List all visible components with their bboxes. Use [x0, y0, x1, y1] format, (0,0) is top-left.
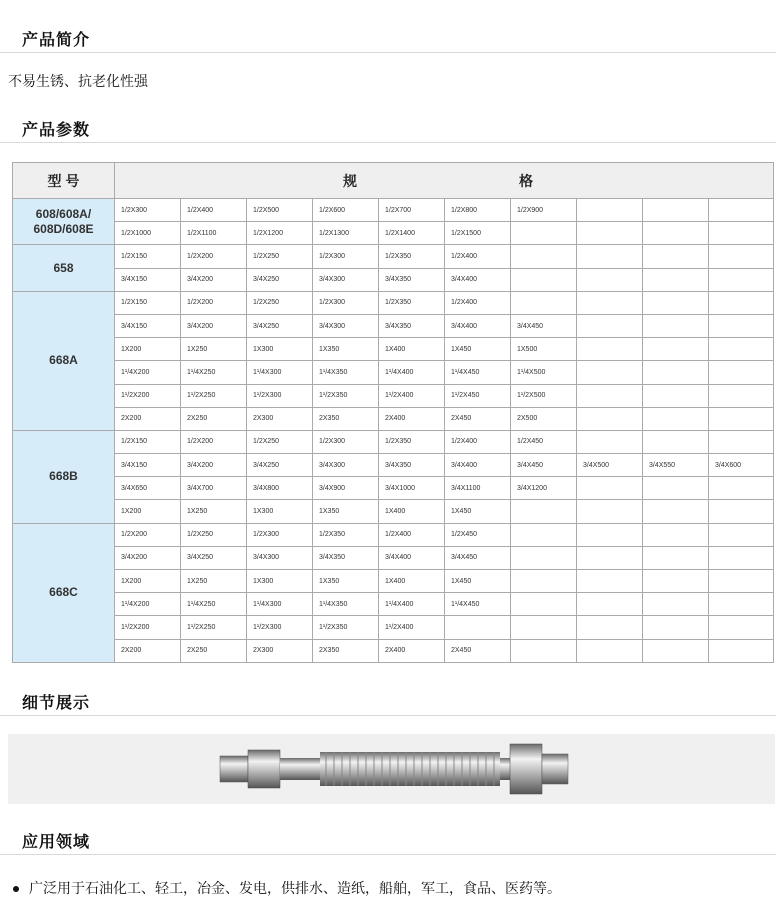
spec-cell	[643, 477, 709, 500]
table-row	[13, 222, 774, 245]
spec-cell	[577, 245, 643, 268]
spec-cell: 1/2X1500	[445, 222, 511, 245]
spec-cell: 3/4X800	[247, 477, 313, 500]
spec-cell: 3/4X200	[181, 454, 247, 477]
section-divider	[0, 715, 776, 716]
spec-cell: 1X300	[247, 338, 313, 361]
spec-cell: 3/4X300	[313, 314, 379, 337]
spec-cell	[445, 616, 511, 639]
spec-cell: 1/2X1400	[379, 222, 445, 245]
spec-cell: 3/4X900	[313, 477, 379, 500]
spec-cell: 1X250	[181, 338, 247, 361]
spec-cell: 3/4X400	[445, 314, 511, 337]
spec-cell	[511, 570, 577, 593]
spec-cell	[643, 500, 709, 523]
spec-table	[12, 162, 774, 663]
spec-cell	[643, 291, 709, 314]
spec-cell: 1¹/4X450	[445, 593, 511, 616]
spec-cell: 1¹/2X350	[313, 384, 379, 407]
spec-cell	[577, 291, 643, 314]
spec-cell: 1X400	[379, 338, 445, 361]
header-spec-char-1: 规	[343, 172, 357, 189]
table-row	[13, 570, 774, 593]
spec-cell: 3/4X550	[643, 454, 709, 477]
spec-cell	[709, 430, 774, 453]
spec-cell: 1/2X250	[247, 430, 313, 453]
spec-cell	[709, 407, 774, 430]
spec-cell: 1X350	[313, 500, 379, 523]
spec-cell: 1/2X1000	[115, 222, 181, 245]
spec-cell	[643, 199, 709, 222]
spec-cell: 1¹/2X200	[115, 384, 181, 407]
spec-cell	[577, 430, 643, 453]
spec-cell: 1X500	[511, 338, 577, 361]
spec-cell	[577, 570, 643, 593]
spec-cell	[643, 523, 709, 546]
spec-cell: 1¹/2X300	[247, 616, 313, 639]
spec-cell	[709, 593, 774, 616]
spec-cell	[709, 546, 774, 569]
spec-cell	[643, 430, 709, 453]
spec-cell: 1¹/4X400	[379, 361, 445, 384]
spec-cell: 1/2X600	[313, 199, 379, 222]
model-cell: 658	[13, 245, 115, 291]
spec-cell: 1/2X1300	[313, 222, 379, 245]
application-item	[13, 878, 561, 898]
section-divider	[0, 854, 776, 855]
spec-cell: 3/4X1100	[445, 477, 511, 500]
spec-cell: 3/4X400	[445, 454, 511, 477]
spec-cell: 2X350	[313, 407, 379, 430]
spec-cell: 2X500	[511, 407, 577, 430]
spec-cell: 1/2X200	[115, 523, 181, 546]
spec-cell: 1/2X400	[445, 430, 511, 453]
spec-cell	[511, 291, 577, 314]
spec-cell: 1X450	[445, 338, 511, 361]
spec-cell: 1¹/4X300	[247, 593, 313, 616]
spec-cell: 2X450	[445, 407, 511, 430]
product-photo	[8, 734, 775, 804]
spec-cell: 1/2X1100	[181, 222, 247, 245]
spec-cell: 3/4X250	[181, 546, 247, 569]
header-spec-char-2: 格	[519, 172, 533, 189]
spec-cell	[643, 245, 709, 268]
model-cell: 668C	[13, 523, 115, 662]
spec-cell	[511, 616, 577, 639]
spec-cell: 1/2X400	[445, 291, 511, 314]
spec-cell: 1/2X250	[181, 523, 247, 546]
table-row	[13, 616, 774, 639]
table-row	[13, 384, 774, 407]
spec-cell: 3/4X400	[445, 268, 511, 291]
spec-cell: 1/2X800	[445, 199, 511, 222]
spec-cell	[643, 338, 709, 361]
spec-cell: 1/2X350	[379, 245, 445, 268]
header-spec	[115, 163, 774, 199]
application-text: 广泛用于石油化工、轻工，冶金、发电，供排水、造纸，船舶，军工，食品、医药等。	[29, 881, 561, 897]
table-row	[13, 477, 774, 500]
spec-cell	[511, 546, 577, 569]
spec-cell	[577, 199, 643, 222]
spec-cell: 3/4X150	[115, 454, 181, 477]
spec-cell: 1X400	[379, 570, 445, 593]
spec-cell	[511, 222, 577, 245]
spec-cell: 1¹/4X250	[181, 593, 247, 616]
spec-cell	[511, 500, 577, 523]
table-row	[13, 245, 774, 268]
spec-cell: 3/4X400	[379, 546, 445, 569]
spec-cell: 3/4X250	[247, 454, 313, 477]
spec-cell: 3/4X250	[247, 268, 313, 291]
spec-cell: 3/4X300	[247, 546, 313, 569]
bullet-icon	[13, 886, 19, 892]
spec-cell	[709, 268, 774, 291]
table-row	[13, 291, 774, 314]
spec-cell: 3/4X600	[709, 454, 774, 477]
table-row	[13, 523, 774, 546]
spec-cell	[709, 199, 774, 222]
spec-cell: 3/4X150	[115, 268, 181, 291]
spec-cell: 1X250	[181, 570, 247, 593]
spec-cell	[709, 570, 774, 593]
spec-cell: 1/2X500	[247, 199, 313, 222]
spec-cell	[643, 268, 709, 291]
spec-cell: 1X250	[181, 500, 247, 523]
spec-cell: 1¹/2X400	[379, 616, 445, 639]
spec-cell: 2X250	[181, 407, 247, 430]
spec-cell: 1X350	[313, 570, 379, 593]
spec-cell	[511, 268, 577, 291]
spec-cell: 3/4X200	[115, 546, 181, 569]
table-row	[13, 430, 774, 453]
spec-cell	[709, 291, 774, 314]
spec-cell: 1/2X400	[379, 523, 445, 546]
spec-cell: 3/4X500	[577, 454, 643, 477]
spec-cell: 1/2X400	[181, 199, 247, 222]
spec-cell: 2X450	[445, 639, 511, 662]
spec-cell: 3/4X700	[181, 477, 247, 500]
spec-cell	[643, 361, 709, 384]
spec-cell	[577, 616, 643, 639]
spec-cell	[511, 593, 577, 616]
section-title-params: 产品参数	[22, 120, 91, 139]
table-row	[13, 454, 774, 477]
spec-cell	[643, 314, 709, 337]
spec-cell: 1¹/4X300	[247, 361, 313, 384]
section-title-detail: 细节展示	[22, 693, 91, 712]
spec-cell: 1/2X250	[247, 291, 313, 314]
spec-cell: 1X350	[313, 338, 379, 361]
spec-cell: 3/4X200	[181, 268, 247, 291]
spec-cell: 1X450	[445, 570, 511, 593]
table-row	[13, 639, 774, 662]
spec-cell	[643, 407, 709, 430]
spec-cell	[709, 477, 774, 500]
spec-cell	[577, 314, 643, 337]
spec-cell	[511, 245, 577, 268]
spec-cell: 1X200	[115, 570, 181, 593]
spec-cell: 1¹/2X400	[379, 384, 445, 407]
spec-cell: 1X200	[115, 338, 181, 361]
spec-cell: 1/2X150	[115, 291, 181, 314]
spec-cell: 3/4X150	[115, 314, 181, 337]
spec-cell: 1/2X200	[181, 245, 247, 268]
spec-cell	[709, 222, 774, 245]
table-row	[13, 593, 774, 616]
table-row	[13, 338, 774, 361]
spec-cell	[643, 593, 709, 616]
spec-cell: 2X400	[379, 639, 445, 662]
section-title-application: 应用领域	[22, 832, 91, 851]
spec-cell: 1¹/4X400	[379, 593, 445, 616]
spec-cell: 1X400	[379, 500, 445, 523]
spec-cell	[643, 546, 709, 569]
table-row	[13, 199, 774, 222]
spec-cell	[577, 268, 643, 291]
spec-cell: 1/2X250	[247, 245, 313, 268]
spec-cell: 3/4X250	[247, 314, 313, 337]
spec-cell	[709, 361, 774, 384]
table-row	[13, 500, 774, 523]
spec-cell: 1¹/2X350	[313, 616, 379, 639]
spec-cell	[577, 523, 643, 546]
spec-cell: 1/2X1200	[247, 222, 313, 245]
spec-cell: 1/2X700	[379, 199, 445, 222]
spec-cell: 2X200	[115, 639, 181, 662]
spec-cell	[511, 523, 577, 546]
spec-cell: 1X450	[445, 500, 511, 523]
intro-text: 不易生锈、抗老化性强	[8, 74, 148, 90]
spec-cell: 1/2X300	[313, 430, 379, 453]
spec-cell: 1¹/2X450	[445, 384, 511, 407]
table-row	[13, 314, 774, 337]
section-divider	[0, 142, 776, 143]
spec-cell: 3/4X350	[313, 546, 379, 569]
spec-cell	[577, 639, 643, 662]
spec-cell: 1/2X350	[379, 430, 445, 453]
spec-cell: 3/4X300	[313, 454, 379, 477]
spec-cell	[709, 639, 774, 662]
spec-cell: 1¹/2X500	[511, 384, 577, 407]
spec-cell: 1¹/2X300	[247, 384, 313, 407]
table-row	[13, 407, 774, 430]
spec-cell: 1¹/4X350	[313, 593, 379, 616]
spec-cell	[643, 570, 709, 593]
spec-cell	[577, 338, 643, 361]
spec-cell	[709, 500, 774, 523]
spec-cell: 1/2X300	[115, 199, 181, 222]
spec-cell	[643, 616, 709, 639]
spec-cell: 1¹/4X200	[115, 361, 181, 384]
spec-cell: 3/4X450	[511, 314, 577, 337]
spec-cell: 3/4X650	[115, 477, 181, 500]
spec-cell: 1/2X300	[313, 245, 379, 268]
section-title-intro: 产品简介	[22, 30, 91, 49]
spec-cell: 1/2X300	[313, 291, 379, 314]
spec-cell	[577, 384, 643, 407]
model-cell: 608/608A/ 608D/608E	[13, 199, 115, 245]
spec-cell: 1¹/2X250	[181, 616, 247, 639]
spec-cell	[577, 222, 643, 245]
table-row	[13, 546, 774, 569]
spec-cell	[511, 639, 577, 662]
spec-cell: 3/4X350	[379, 268, 445, 291]
spec-cell	[709, 616, 774, 639]
spec-cell: 1X300	[247, 570, 313, 593]
spec-cell: 1/2X350	[379, 291, 445, 314]
spec-cell	[577, 361, 643, 384]
spec-cell: 1¹/4X500	[511, 361, 577, 384]
spec-cell	[709, 523, 774, 546]
spec-cell: 1/2X150	[115, 430, 181, 453]
spec-cell: 1X200	[115, 500, 181, 523]
spec-cell	[643, 639, 709, 662]
table-row	[13, 268, 774, 291]
section-divider	[0, 52, 776, 53]
spec-cell: 1/2X200	[181, 430, 247, 453]
spec-cell: 3/4X200	[181, 314, 247, 337]
spec-cell	[577, 500, 643, 523]
spec-cell: 1/2X450	[511, 430, 577, 453]
header-model: 型 号	[13, 163, 115, 199]
spec-cell: 3/4X350	[379, 314, 445, 337]
spec-cell	[577, 593, 643, 616]
spec-cell: 1/2X900	[511, 199, 577, 222]
spec-cell: 1/2X450	[445, 523, 511, 546]
spec-cell: 1/2X300	[247, 523, 313, 546]
spec-cell: 2X400	[379, 407, 445, 430]
spec-cell: 3/4X1000	[379, 477, 445, 500]
spec-cell: 1¹/2X250	[181, 384, 247, 407]
spec-cell	[643, 222, 709, 245]
model-cell: 668A	[13, 291, 115, 430]
spec-cell: 1¹/4X350	[313, 361, 379, 384]
spec-cell	[577, 477, 643, 500]
spec-cell	[577, 546, 643, 569]
spec-cell	[643, 384, 709, 407]
model-cell: 668B	[13, 430, 115, 523]
spec-cell: 1/2X350	[313, 523, 379, 546]
spec-cell: 2X350	[313, 639, 379, 662]
spec-cell: 2X300	[247, 639, 313, 662]
spec-cell: 1¹/2X200	[115, 616, 181, 639]
spec-cell: 1¹/4X200	[115, 593, 181, 616]
spec-cell: 1/2X200	[181, 291, 247, 314]
spec-cell: 2X200	[115, 407, 181, 430]
spec-cell	[709, 245, 774, 268]
spec-cell: 1X300	[247, 500, 313, 523]
spec-cell	[709, 384, 774, 407]
spec-cell: 1/2X150	[115, 245, 181, 268]
spec-cell: 1/2X400	[445, 245, 511, 268]
table-row	[13, 361, 774, 384]
spec-cell: 3/4X300	[313, 268, 379, 291]
spec-cell: 3/4X450	[445, 546, 511, 569]
spec-cell: 3/4X1200	[511, 477, 577, 500]
spec-cell: 3/4X450	[511, 454, 577, 477]
spec-cell: 3/4X350	[379, 454, 445, 477]
spec-cell: 2X300	[247, 407, 313, 430]
spec-cell	[577, 407, 643, 430]
spec-cell: 1¹/4X250	[181, 361, 247, 384]
spec-cell: 1¹/4X450	[445, 361, 511, 384]
metal-hose-icon	[8, 734, 775, 804]
spec-cell: 2X250	[181, 639, 247, 662]
spec-cell	[709, 338, 774, 361]
spec-cell	[709, 314, 774, 337]
